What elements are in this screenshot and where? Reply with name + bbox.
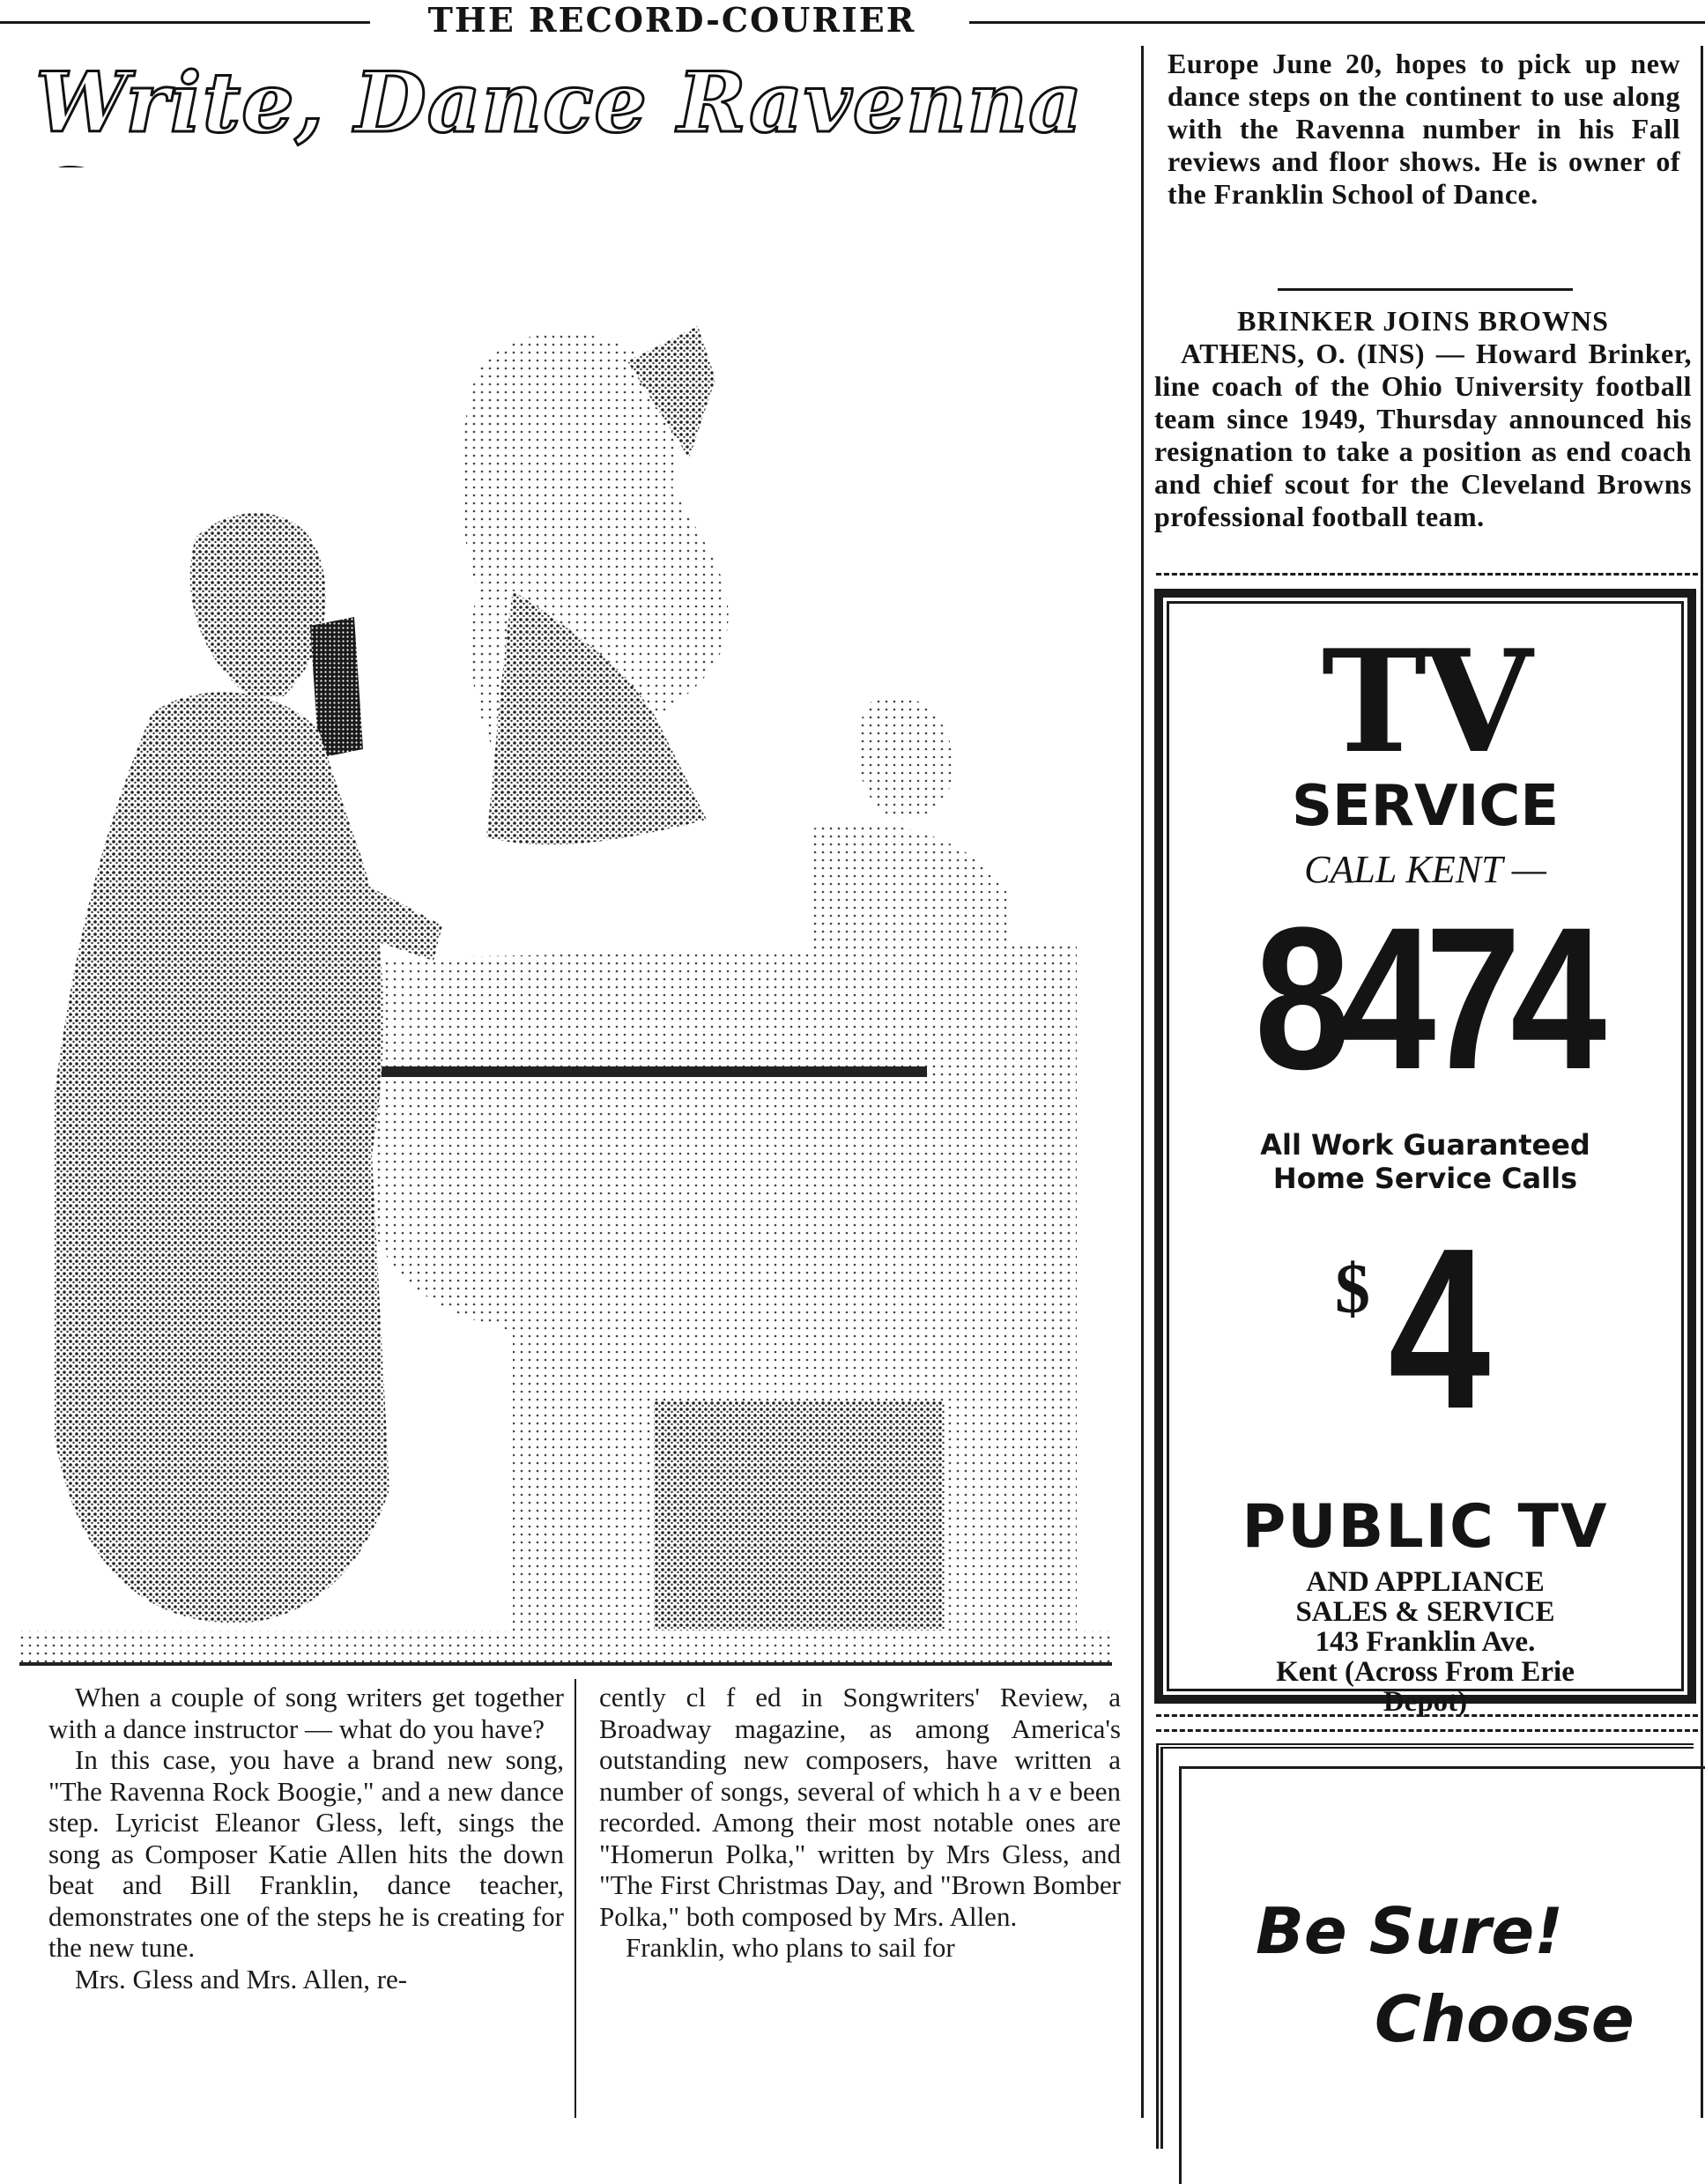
ad-sub-line: AND APPLIANCE <box>1306 1566 1545 1598</box>
newspaper-name: THE RECORD-COURIER <box>427 0 916 40</box>
ad-line-home-service: Home Service Calls <box>1272 1162 1578 1195</box>
ad-service-label: SERVICE <box>1291 774 1560 839</box>
column-rule-main <box>1141 46 1144 2118</box>
ad-dollar-sign: $ <box>1335 1251 1370 1328</box>
ad-price: 4 <box>1388 1201 1491 1457</box>
ad-choose: Choose <box>1375 1982 1635 2056</box>
ad-divider <box>1156 1729 1698 1732</box>
continued-story: Europe June 20, hopes to pick up new dance steps on the continent to use along with the Ravenna number in his Fall reviews and floor shows. He is owner of the Franklin School of Dance. <box>1168 48 1680 210</box>
ad-phone-number: 8474 <box>1254 885 1597 1111</box>
ad-call-label: CALL KENT — <box>1304 848 1546 891</box>
ad-inner-border <box>1179 1766 1705 2184</box>
article-paragraph: In this case, you have a brand new song, "The Ravenna Rock Boogie," and a new dance step. Lyricist Eleanor Gless, left, sings the song as Composer Katie Allen hits the down beat and Bill Franklin, dance teacher, demonstrates one of the steps he is creating for the new tune. <box>48 1744 564 1963</box>
lower-ad <box>1156 1743 1694 2149</box>
article-paragraph: Mrs. Gless and Mrs. Allen, re- <box>75 1963 408 1995</box>
article-paragraph: Franklin, who plans to sail for <box>626 1932 955 1963</box>
ad-be-sure: Be Sure! <box>1256 1894 1564 1968</box>
masthead-rule-right <box>969 21 1705 24</box>
column-rule-text <box>575 1679 576 2118</box>
ad-tv-heading: TV <box>1321 619 1530 784</box>
ad-divider <box>1156 573 1698 576</box>
ad-line-guarantee: All Work Guaranteed <box>1260 1128 1590 1162</box>
ad-location: Kent (Across From Erie <box>1276 1656 1575 1688</box>
brief-dateline-text: ATHENS, O. (INS) — Howard Brinker, line coach of the Ohio University football team since 1949, Thursday announced his resignation to take a position as end coach and chief scout for the Cleveland Browns professional football team. <box>1154 338 1692 532</box>
halftone-photo <box>19 167 1112 1666</box>
article-paragraph: cently cl f ed in Songwriters' Review, a Broadway magazine, as among America's outstanding new composers, have written a number of songs, several of which h a v e been recorded. Among their most notable ones are "Homerun Polka," written by Mrs Gless, and "The First Christmas Day, and "Brown Bomber Polka," both composed by Mrs. Allen. <box>599 1682 1121 1932</box>
ad-sub-line: SALES & SERVICE <box>1295 1596 1555 1628</box>
brief-body <box>1154 338 1692 533</box>
ad-company-name: PUBLIC TV <box>1242 1492 1609 1562</box>
tv-service-ad <box>1154 589 1696 1718</box>
article-paragraph: When a couple of song writers get together with a dance instructor — what do you have? <box>48 1682 564 1744</box>
masthead-rule-left <box>0 21 370 24</box>
story-divider <box>1278 288 1573 291</box>
article-column-2 <box>599 1682 1121 1964</box>
ad-address: 143 Franklin Ave. <box>1315 1626 1536 1658</box>
masthead <box>0 0 1705 46</box>
ad-location: Depot) <box>1383 1686 1468 1718</box>
brief-headline: BRINKER JOINS BROWNS <box>1237 305 1609 337</box>
article-headline: Write, Dance Ravenna <box>35 55 1083 152</box>
article-column-1 <box>48 1682 564 1995</box>
ad-divider <box>1156 1714 1698 1717</box>
